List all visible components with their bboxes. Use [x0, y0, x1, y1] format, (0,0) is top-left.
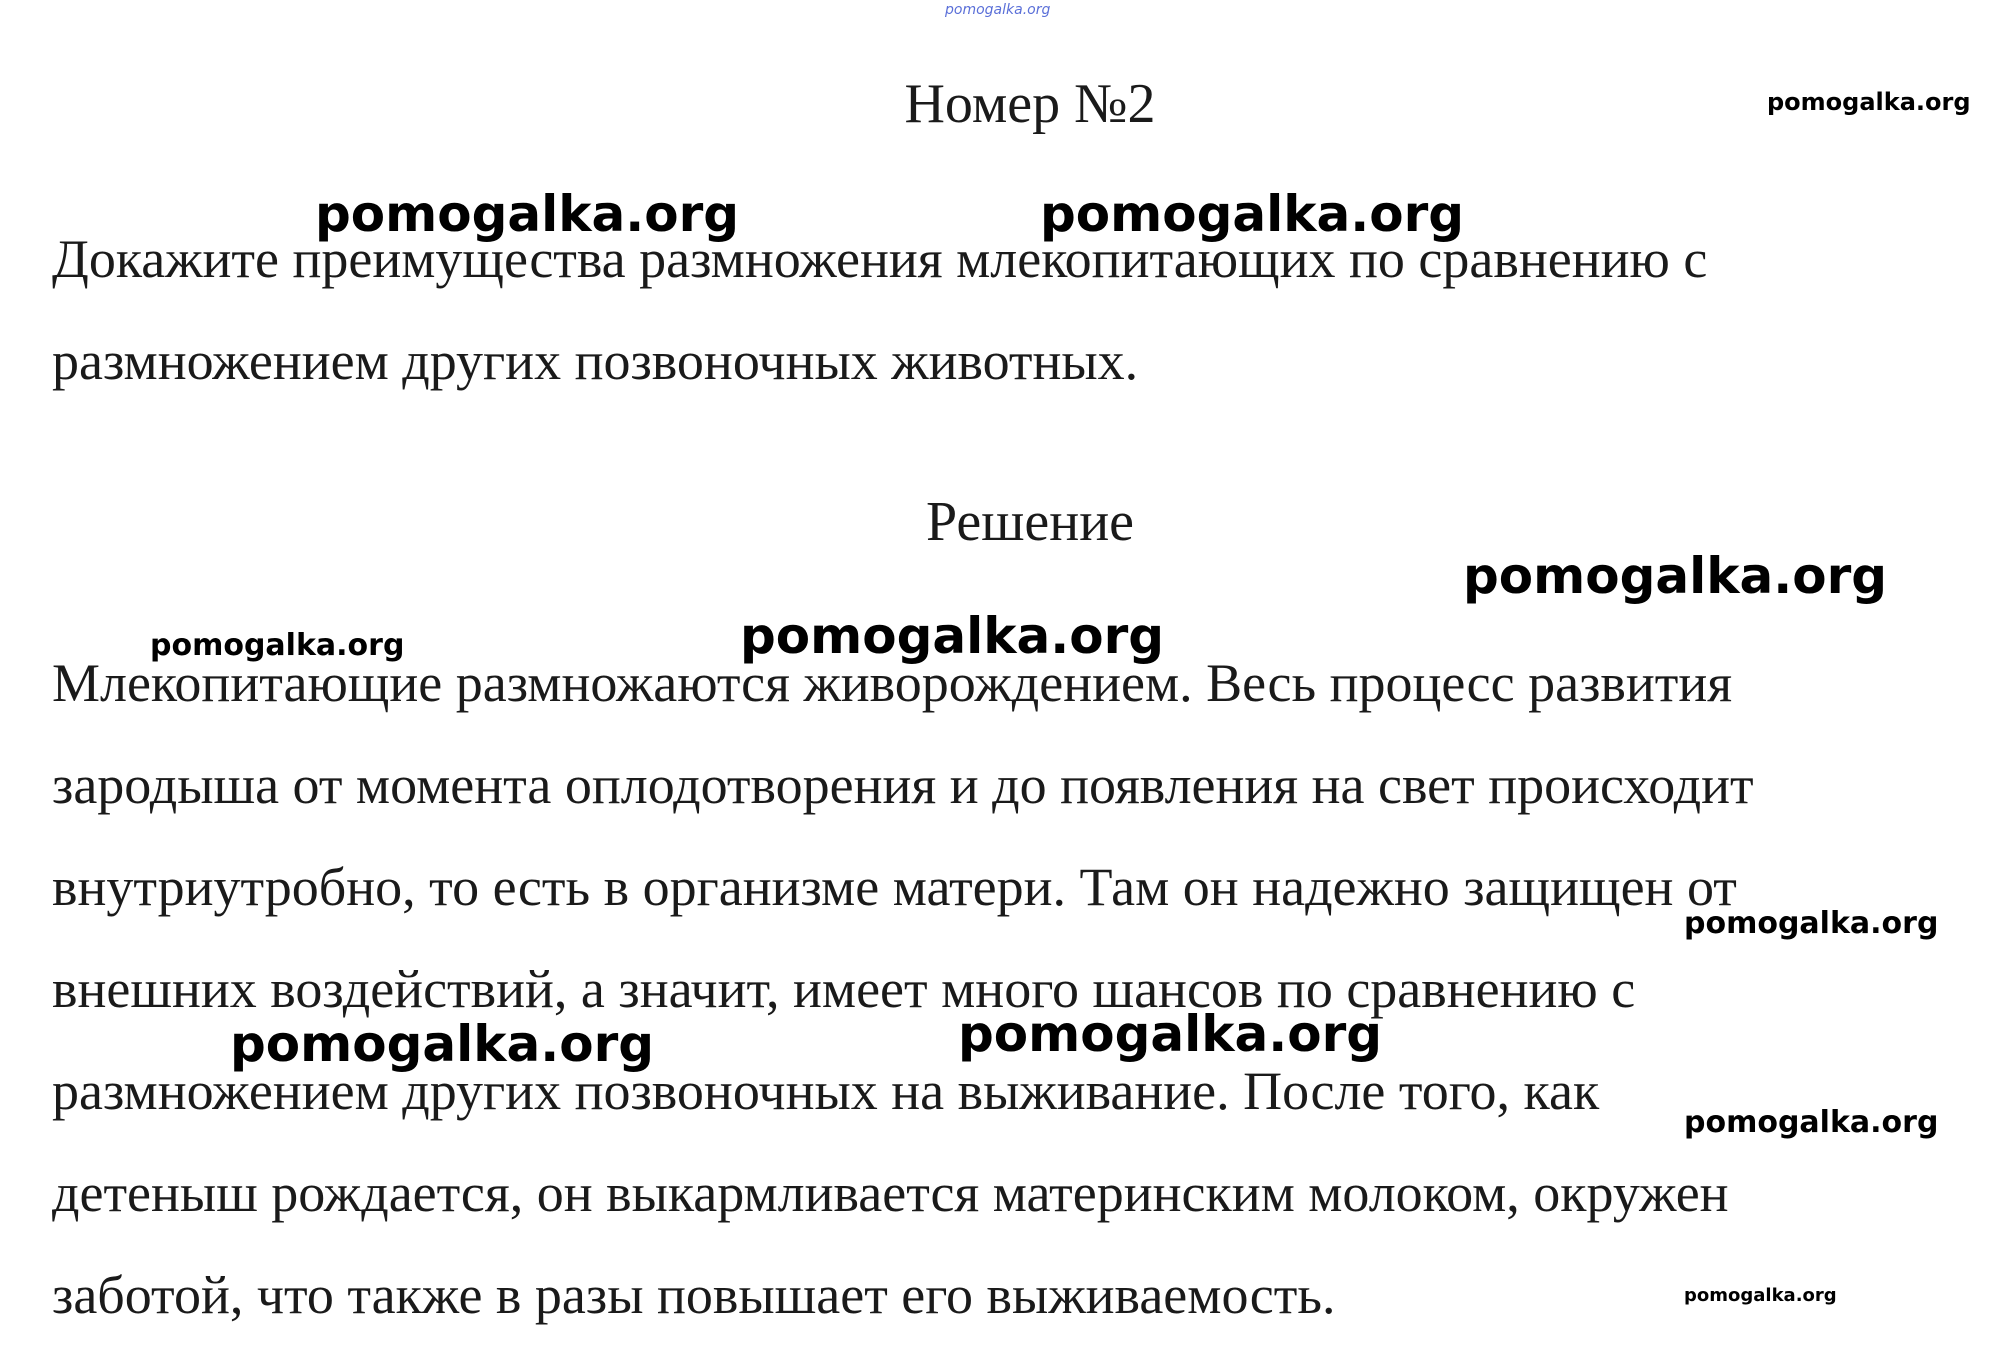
- watermark: pomogalka.org: [1684, 1285, 1837, 1306]
- watermark: pomogalka.org: [150, 628, 405, 663]
- watermark: pomogalka.org: [315, 185, 740, 243]
- watermark: pomogalka.org: [1040, 185, 1465, 243]
- watermark: pomogalka.org: [1684, 1105, 1939, 1140]
- watermark: pomogalka.org: [1463, 547, 1888, 605]
- solution-line-2: зародыша от момента оплодотворения и до появления на свет происходит: [52, 755, 1754, 815]
- solution-heading: Решение: [925, 491, 1135, 553]
- solution-line-6: детеныш рождается, он выкармливается материнским молоком, окружен: [52, 1163, 1729, 1223]
- page-title: Номер №2: [904, 73, 1156, 135]
- solution-line-3: внутриутробно, то есть в организме матери. Там он надежно защищен от: [52, 857, 1737, 917]
- solution-line-4: внешних воздействий, а значит, имеет много шансов по сравнению с: [52, 959, 1636, 1019]
- watermark: pomogalka.org: [740, 607, 1165, 665]
- question-line-1: Докажите преимущества размножения млекопитающих по сравнению с: [52, 229, 1708, 289]
- watermark: pomogalka.org: [958, 1005, 1383, 1063]
- watermark: pomogalka.org: [1684, 906, 1939, 941]
- top-watermark: pomogalka.org: [945, 2, 1051, 18]
- watermark: pomogalka.org: [230, 1015, 655, 1073]
- solution-line-1: Млекопитающие размножаются живорождением. Весь процесс развития: [52, 653, 1733, 713]
- solution-line-5: размножением других позвоночных на выживание. После того, как: [52, 1061, 1600, 1121]
- solution-line-7: заботой, что также в разы повышает его выживаемость.: [52, 1265, 1336, 1325]
- watermark: pomogalka.org: [1767, 88, 1971, 116]
- question-line-2: размножением других позвоночных животных.: [52, 331, 1139, 391]
